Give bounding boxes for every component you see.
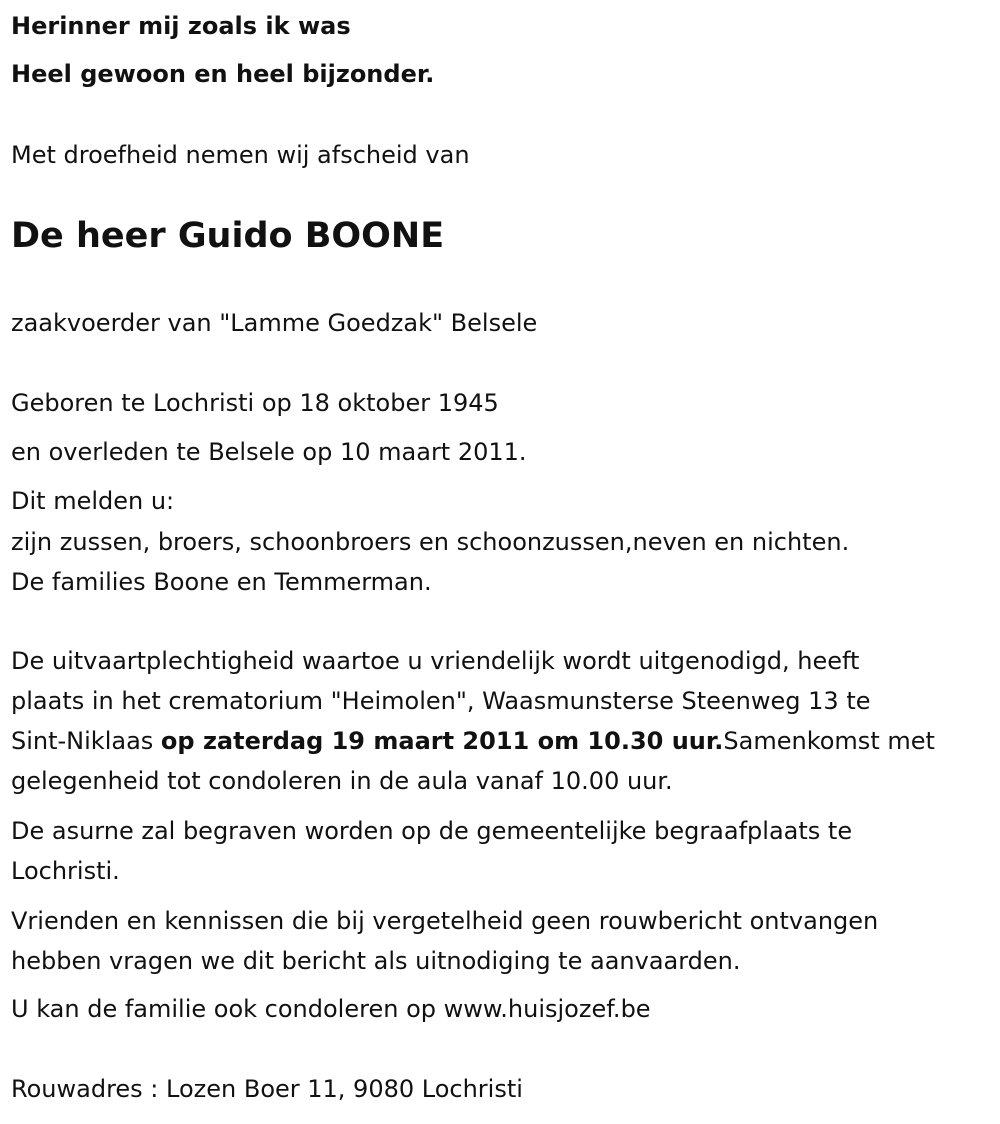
intro-text: Met droefheid nemen wij afscheid van [11,141,470,169]
funeral-line-1: De uitvaartplechtigheid waartoe u vriendelijk wordt uitgenodigd, heeft [11,647,860,675]
poem-line-2: Heel gewoon en heel bijzonder. [11,60,435,88]
birth-text: Geboren te Lochristi op 18 oktober 1945 [11,389,499,417]
funeral-line-4: gelegenheid tot condoleren in de aula vanaf 10.00 uur. [11,767,673,795]
condolence-text: U kan de familie ook condoleren op www.huisjozef.be [11,995,651,1023]
burial-line-2: Lochristi. [11,857,120,885]
occupation-text: zaakvoerder van "Lamme Goedzak" Belsele [11,309,538,337]
funeral-place: Sint-Niklaas [11,727,161,755]
friends-line-2: hebben vragen we dit bericht als uitnodiging te aanvaarden. [11,947,741,975]
friends-line-1: Vrienden en kennissen die bij vergetelheid geen rouwbericht ontvangen [11,907,879,935]
funeral-line-2: plaats in het crematorium "Heimolen", Waasmunsterse Steenweg 13 te [11,687,871,715]
funeral-datetime: op zaterdag 19 maart 2011 om 10.30 uur. [160,727,724,755]
death-text: en overleden te Belsele op 10 maart 2011. [11,438,527,466]
funeral-line-3 [11,721,935,761]
poem-line-1: Herinner mij zoals ik was [11,12,351,40]
burial-line-1: De asurne zal begraven worden op de gemeentelijke begraafplaats te [11,817,853,845]
deceased-name: De heer Guido BOONE [11,216,445,256]
announcers-intro: Dit melden u: [11,487,175,515]
mourning-address: Rouwadres : Lozen Boer 11, 9080 Lochristi [11,1075,523,1103]
announcers-line-2: De families Boone en Temmerman. [11,568,432,596]
funeral-gathering: Samenkomst met [723,727,935,755]
announcers-line-1: zijn zussen, broers, schoonbroers en schoonzussen,neven en nichten. [11,528,850,556]
